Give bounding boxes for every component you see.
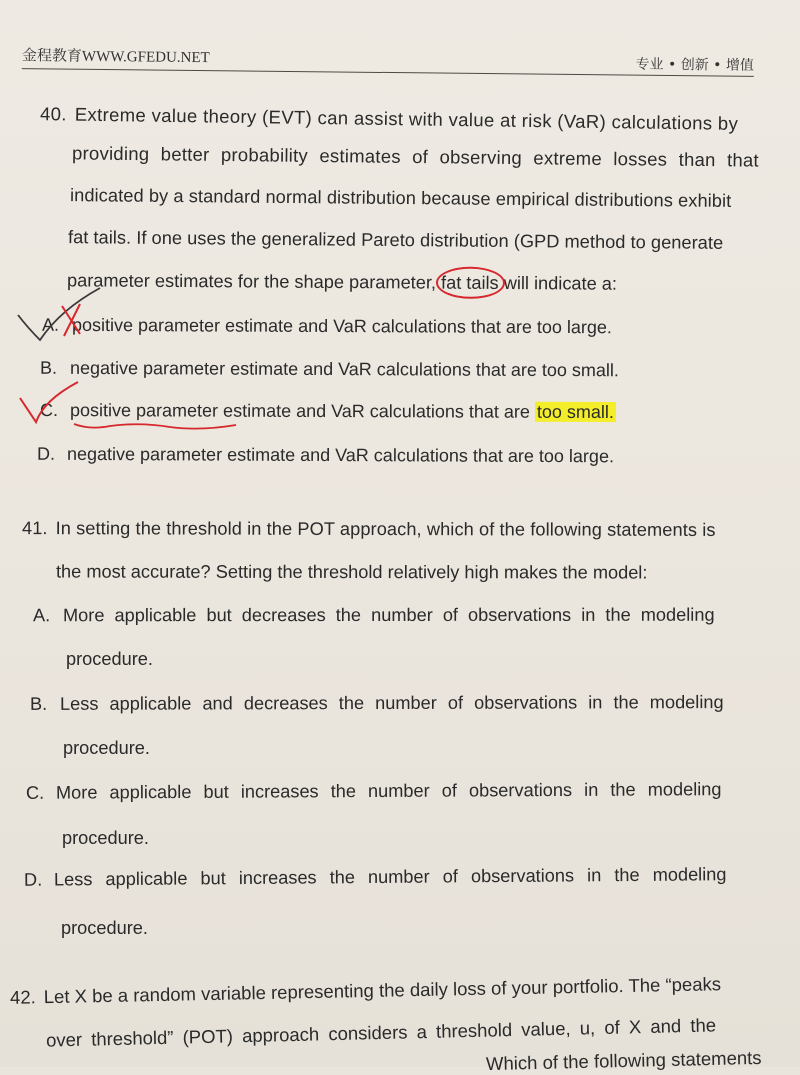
q41-option-d-cont xyxy=(61,917,148,939)
q40-option-a xyxy=(42,314,612,338)
option-text: negative parameter estimate and VaR calculations that are too large. xyxy=(66,443,615,467)
q42-line-3 xyxy=(486,1047,762,1075)
q40-line-1 xyxy=(40,103,738,135)
red-checkmark-icon xyxy=(20,382,78,422)
q41-number: 41. xyxy=(21,518,48,539)
q42-text-1: Let X be a random variable representing the daily loss of your portfolio. The “peaks xyxy=(43,973,722,1008)
q40-line-4 xyxy=(68,226,723,254)
red-underline-squiggle xyxy=(70,418,240,434)
option-text: estimate and VaR calculations that are xyxy=(218,400,535,422)
q40-line-5 xyxy=(67,269,617,294)
option-letter: A. xyxy=(41,314,60,335)
q41-option-c-cont xyxy=(62,827,149,849)
option-letter: B. xyxy=(29,693,48,714)
option-text-cont: procedure. xyxy=(62,828,149,848)
option-letter: D. xyxy=(36,443,56,464)
q41-line-2 xyxy=(56,560,647,583)
q42-line-1 xyxy=(10,973,721,1009)
q41-text-2: the most accurate? Setting the threshold relatively high makes the model: xyxy=(55,561,648,583)
publisher-slogan: 专业 • 创新 • 增值 xyxy=(635,56,754,74)
underlined-positive-parameter: positive parameter xyxy=(69,400,219,421)
option-text-cont: procedure. xyxy=(61,918,148,938)
option-letter: A. xyxy=(32,605,51,626)
q40-number: 40. xyxy=(39,103,67,125)
q41-line-1 xyxy=(22,517,716,541)
q42-number: 42. xyxy=(9,986,36,1008)
q42-text-2: over threshold” (POT) approach considers a threshold value, u, of X and the xyxy=(45,1014,717,1051)
q41-option-c xyxy=(26,778,722,804)
q40-line-2 xyxy=(72,142,759,171)
q40-text-5-post: will indicate a: xyxy=(503,272,618,294)
q40-text-4: fat tails. If one uses the generalized Pareto distribution (GPD method to generate xyxy=(67,227,724,253)
q42-text-3: Which of the following statements xyxy=(485,1046,762,1075)
option-letter: B. xyxy=(39,357,58,378)
q40-text-3: indicated by a standard normal distribution because empirical distributions exhibit xyxy=(69,185,732,211)
q41-option-b xyxy=(30,691,724,715)
q40-option-b xyxy=(40,357,619,382)
q42-line-2 xyxy=(46,1014,716,1051)
option-text: More applicable but increases the number of observations in the modeling xyxy=(55,779,722,803)
option-text: negative parameter estimate and VaR calculations that are too small. xyxy=(69,357,620,381)
checkmark-icon xyxy=(18,288,100,340)
option-text: Less applicable but increases the number of observations in the modeling xyxy=(53,864,727,890)
page-header xyxy=(22,34,754,77)
q41-option-d xyxy=(24,863,727,891)
q41-option-a xyxy=(33,604,715,627)
option-letter: C. xyxy=(39,399,59,421)
q40-text-1: Extreme value theory (EVT) can assist with value at risk (VaR) calculations by xyxy=(74,103,739,134)
option-text: positive parameter estimate and VaR calculations that are too large. xyxy=(71,314,613,338)
q41-text-1: In setting the threshold in the POT approach, which of the following statements is xyxy=(55,518,716,540)
cross-icon xyxy=(62,304,80,336)
option-text-cont: procedure. xyxy=(63,738,150,758)
option-text: More applicable but decreases the number of observations in the modeling xyxy=(62,604,715,626)
option-letter: C. xyxy=(25,782,45,803)
option-letter: D. xyxy=(23,869,43,890)
q41-option-b-cont xyxy=(63,737,150,759)
q41-option-a-cont xyxy=(66,648,153,670)
option-text-cont: procedure. xyxy=(66,649,153,669)
option-text: Less applicable and decreases the number of observations in the modeling xyxy=(59,692,724,714)
q40-line-3 xyxy=(70,184,732,212)
highlighted-too-small: too small. xyxy=(536,401,614,422)
fat-tails-circled: fat tails xyxy=(440,272,499,293)
q40-text-5-pre: parameter estimates for the shape parameter, xyxy=(66,270,437,293)
publisher-url: 金程教育WWW.GFEDU.NET xyxy=(21,48,210,67)
q40-option-d xyxy=(37,443,614,468)
q40-text-2: providing better probability estimates of observing extreme losses than that xyxy=(71,142,760,171)
